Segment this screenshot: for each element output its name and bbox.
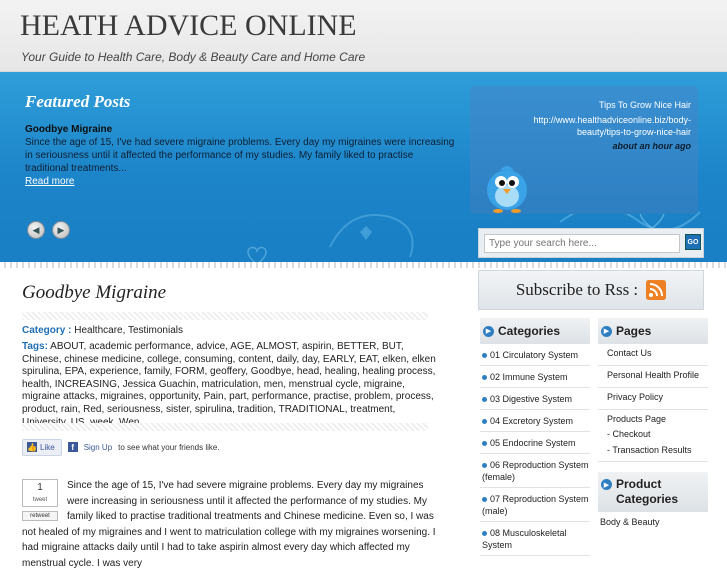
read-more-link[interactable]: Read more: [25, 176, 75, 187]
category-label: 05 Endocrine System: [490, 438, 576, 448]
tags-label: Tags:: [22, 341, 48, 352]
tweet-counter[interactable]: [22, 479, 58, 507]
product-categories-heading: Product Categories: [616, 477, 679, 506]
category-item[interactable]: [480, 410, 590, 432]
featured-posts-heading: Featured Posts: [25, 92, 131, 111]
subscribe-rss-box[interactable]: [478, 270, 704, 310]
facebook-like-row: [22, 437, 220, 457]
pages-header: [598, 318, 708, 344]
product-category-item[interactable]: Body & Beauty: [600, 517, 660, 527]
rss-label: Subscribe to Rss :: [515, 280, 639, 299]
arrow-circle-icon: ▶: [601, 326, 612, 337]
search-go-button[interactable]: GO: [685, 234, 701, 250]
bullet-icon: [482, 353, 487, 358]
tags-value[interactable]: ABOUT, academic performance, advice, AGE, ALMOST, aspirin, BETTER, BUT, Chinese, chinese medicine, college, consuming, content, daily, day, EARLY, EAT, elken, elken spirulina, EPA, experience, family, FORM, geoffery, Goodbye, head, healing, healing process, health, INCREASING, Jessica Guachin, matriculation, men, menstrual cycle, migraine, migraine attacks, migraines, opportunity, Pain, part, performance, practise, problem, process, product, rain, Red, seriousness, sister, spirulina, tradition, TRADITIONAL, treatment,: [22, 341, 436, 415]
search-box: [478, 228, 704, 258]
bullet-icon: [482, 441, 487, 446]
category-item[interactable]: [480, 366, 590, 388]
featured-post-title[interactable]: Goodbye Migraine: [25, 124, 113, 135]
category-item[interactable]: [480, 388, 590, 410]
arrow-circle-icon: ▶: [601, 479, 612, 490]
post-category: [22, 325, 440, 337]
post-title[interactable]: Goodbye Migraine: [22, 282, 167, 303]
page-link[interactable]: Products Page: [607, 414, 667, 424]
retweet-button[interactable]: retweet: [22, 511, 58, 521]
bullet-icon: [482, 497, 487, 502]
category-label: 03 Digestive System: [490, 394, 573, 404]
slider-next-button[interactable]: [52, 221, 70, 239]
tweet-time[interactable]: about an hour ago: [612, 141, 691, 151]
category-item[interactable]: [480, 344, 590, 366]
subpage-label: Transaction Results: [612, 445, 692, 455]
search-input[interactable]: [484, 234, 680, 253]
site-header: [0, 0, 727, 72]
tweet-title: Tips To Grow Nice Hair: [598, 100, 691, 110]
bullet-icon: [482, 375, 487, 380]
like-label: Like: [40, 442, 55, 452]
post-body: [22, 478, 442, 571]
category-label: 06 Reproduction System (female): [482, 460, 589, 482]
categories-widget: [480, 318, 590, 556]
post-body-text: Since the age of 15, I've had severe migraine problems. Every day my migraines were increasing in seriousness until it affected the performance of my studies. My family liked to practise traditional treatments and Chinese medicine. Even so, I was not healed of my migraines and I went to matriculation college with my migraines worsening. I had migraine attacks daily until I had to take aspirin almost every day which affected my menstrual cycle. I was very: [22, 480, 436, 569]
post-tags: [22, 341, 442, 429]
chevron-left-icon: ◀: [32, 224, 40, 235]
tweet-count: 1: [37, 482, 43, 493]
categories-heading: Categories: [498, 324, 561, 338]
rss-icon[interactable]: [646, 280, 666, 300]
twitter-bird-icon: [482, 162, 532, 214]
category-label: 08 Musculoskeletal System: [482, 528, 567, 550]
bullet-icon: [482, 463, 487, 468]
featured-post-excerpt: Since the age of 15, I've had severe migraine problems. Every day my migraines were increasing in seriousness until it affected the performance of my studies. My family liked to practise traditional treatments...: [25, 137, 455, 174]
category-label: 01 Circulatory System: [490, 350, 579, 360]
category-label: Category :: [22, 325, 72, 336]
site-tagline: Your Guide to Health Care, Body & Beauty Care and Home Care: [21, 50, 366, 64]
category-label: 07 Reproduction System (male): [482, 494, 589, 516]
bullet-icon: [482, 419, 487, 424]
page-link[interactable]: Contact Us: [598, 344, 708, 366]
bullet-icon: [482, 531, 487, 536]
subpage-label: Checkout: [612, 429, 651, 439]
category-value[interactable]: Healthcare, Testimonials: [74, 325, 183, 336]
product-categories-header: [598, 472, 708, 512]
subpage-link[interactable]: - Checkout: [607, 429, 651, 439]
categories-header: [480, 318, 590, 344]
divider: [22, 423, 428, 431]
facebook-like-button[interactable]: [22, 439, 62, 456]
tweet-count-label: tweet: [32, 497, 48, 503]
category-item[interactable]: [480, 454, 590, 488]
slider-prev-button[interactable]: [27, 221, 45, 239]
chevron-right-icon: ▶: [57, 224, 65, 235]
thumbs-up-icon: 👍: [27, 442, 37, 452]
site-title[interactable]: HEATH ADVICE ONLINE: [20, 9, 357, 42]
facebook-icon: f: [68, 442, 78, 452]
category-label: 02 Immune System: [490, 372, 568, 382]
page-link[interactable]: Personal Health Profile: [598, 366, 708, 388]
page-link[interactable]: Privacy Policy: [598, 388, 708, 410]
bullet-icon: [482, 397, 487, 402]
divider: [22, 312, 428, 320]
facebook-signup-text: to see what your friends like.: [118, 442, 220, 452]
category-item[interactable]: [480, 488, 590, 522]
category-label: 04 Excretory System: [490, 416, 574, 426]
arrow-circle-icon: ▶: [483, 326, 494, 337]
category-item[interactable]: [480, 432, 590, 454]
facebook-signup-link[interactable]: Sign Up: [83, 442, 113, 452]
pages-widget: [598, 318, 708, 530]
category-item[interactable]: [480, 522, 590, 556]
band-edge-divider: [0, 262, 727, 268]
tweet-link[interactable]: http://www.healthadviceonline.biz/body-beauty/tips-to-grow-nice-hair: [533, 115, 691, 137]
pages-heading: Pages: [616, 324, 652, 338]
subpage-link[interactable]: - Transaction Results: [598, 443, 708, 462]
